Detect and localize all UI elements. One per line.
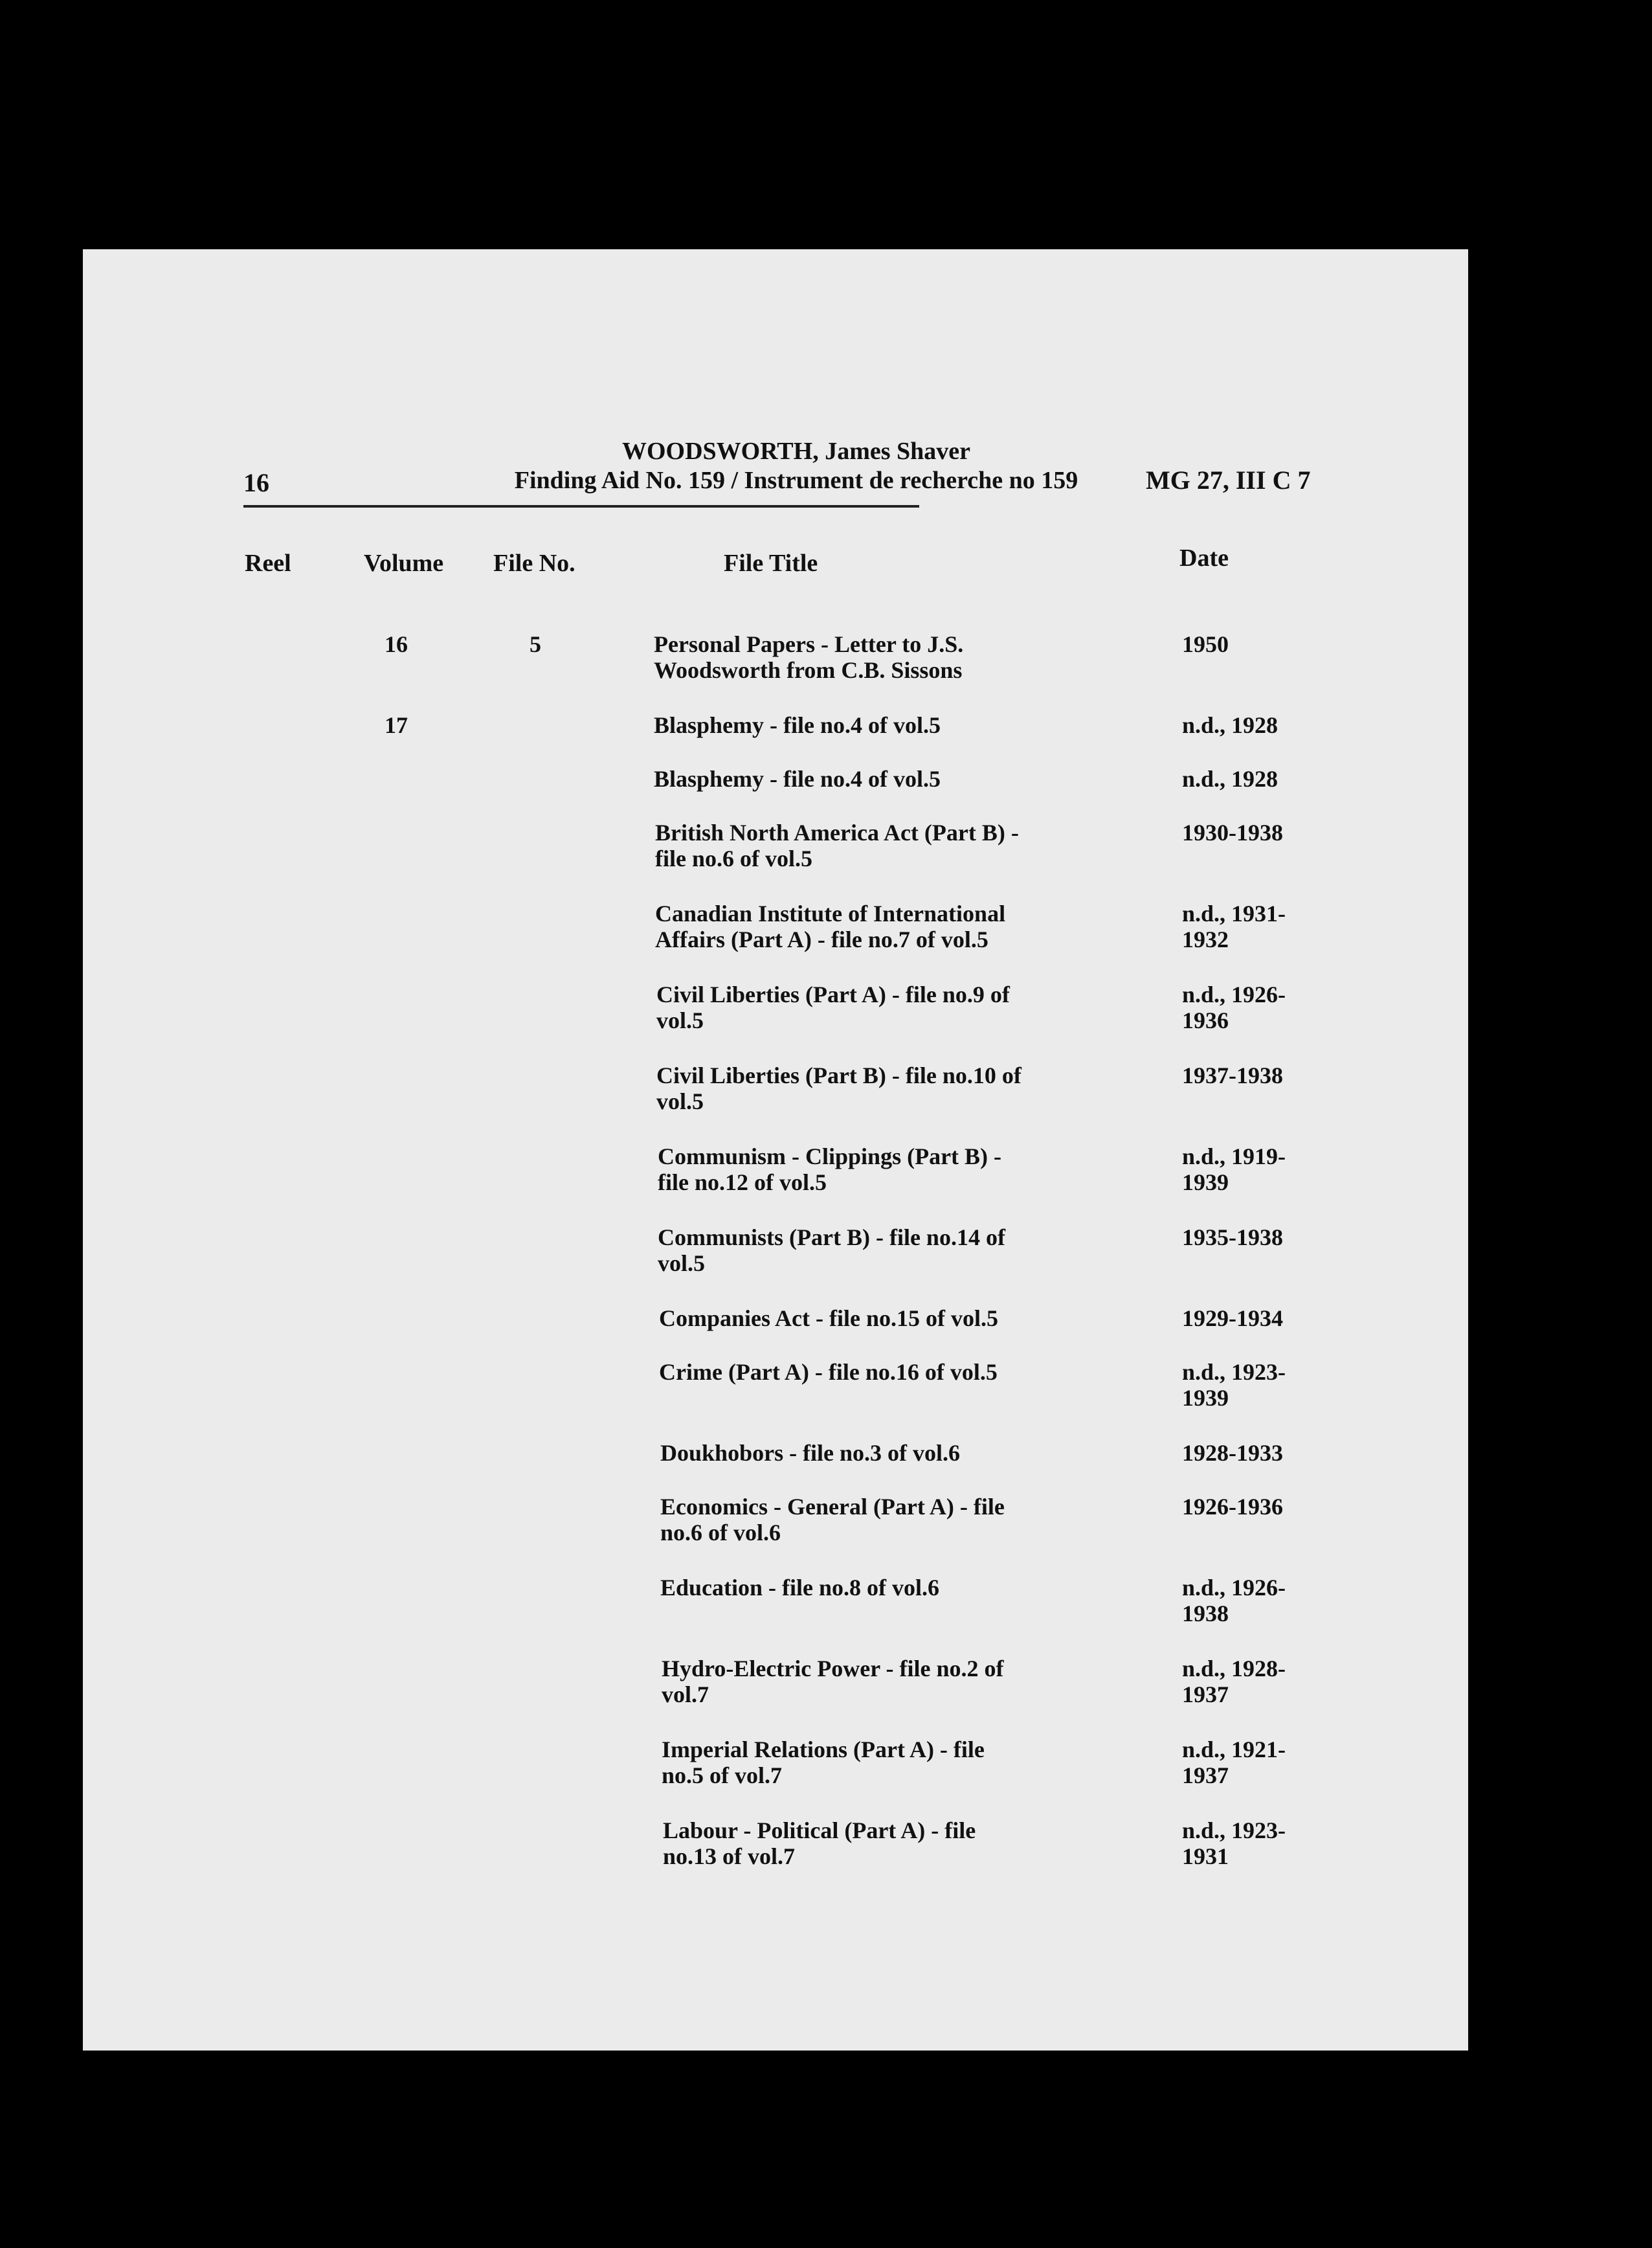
file-title-cell: Communism - Clippings (Part B) - file no.12 of vol.5	[658, 1143, 1002, 1195]
file-no-cell: 5	[530, 631, 541, 657]
header-rule	[243, 505, 919, 508]
date-cell: 1937-1938	[1182, 1062, 1283, 1088]
file-title-cell: Civil Liberties (Part A) - file no.9 of vol.5	[656, 982, 1010, 1033]
date-cell: 1930-1938	[1182, 820, 1283, 846]
date-cell: n.d., 1928	[1182, 766, 1278, 792]
file-title-cell: Personal Papers - Letter to J.S. Woodsworth from C.B. Sissons	[654, 631, 964, 683]
file-title-cell: British North America Act (Part B) - file no.6 of vol.5	[655, 820, 1019, 871]
date-cell: n.d., 1926- 1938	[1182, 1575, 1286, 1626]
date-cell: n.d., 1923- 1939	[1182, 1359, 1286, 1411]
column-header-file-no: File No.	[493, 550, 575, 577]
date-cell: n.d., 1919- 1939	[1182, 1143, 1286, 1195]
document-title: WOODSWORTH, James Shaver	[621, 438, 971, 465]
date-cell: 1928-1933	[1182, 1440, 1283, 1466]
file-title-cell: Canadian Institute of International Affairs (Part A) - file no.7 of vol.5	[655, 901, 1006, 952]
column-header-volume: Volume	[364, 550, 444, 577]
date-cell: n.d., 1926- 1936	[1182, 982, 1286, 1033]
file-title-cell: Hydro-Electric Power - file no.2 of vol.7	[662, 1656, 1004, 1707]
file-title-cell: Imperial Relations (Part A) - file no.5 of vol.7	[662, 1737, 985, 1788]
file-title-cell: Crime (Part A) - file no.16 of vol.5	[659, 1359, 998, 1385]
column-header-file-title: File Title	[724, 550, 818, 577]
date-cell: n.d., 1928- 1937	[1182, 1656, 1286, 1707]
file-title-cell: Blasphemy - file no.4 of vol.5	[654, 712, 941, 738]
date-cell: 1950	[1182, 631, 1229, 657]
file-title-cell: Labour - Political (Part A) - file no.13 of vol.7	[663, 1817, 976, 1869]
file-title-cell: Economics - General (Part A) - file no.6 of vol.6	[660, 1494, 1005, 1546]
page-number: 16	[243, 468, 269, 497]
file-title-cell: Blasphemy - file no.4 of vol.5	[654, 766, 941, 792]
date-cell: 1926-1936	[1182, 1494, 1283, 1520]
column-header-date: Date	[1179, 545, 1229, 572]
volume-cell: 16	[385, 631, 408, 657]
file-title-cell: Companies Act - file no.15 of vol.5	[659, 1305, 998, 1331]
file-title-cell: Education - file no.8 of vol.6	[660, 1575, 940, 1601]
date-cell: n.d., 1928	[1182, 712, 1278, 738]
date-cell: n.d., 1921- 1937	[1182, 1737, 1286, 1788]
date-cell: 1929-1934	[1182, 1305, 1283, 1331]
date-cell: 1935-1938	[1182, 1224, 1283, 1250]
date-cell: n.d., 1923- 1931	[1182, 1817, 1286, 1869]
file-title-cell: Civil Liberties (Part B) - file no.10 of vol.5	[656, 1062, 1021, 1114]
file-title-cell: Doukhobors - file no.3 of vol.6	[660, 1440, 961, 1466]
volume-cell: 17	[385, 712, 408, 738]
reference-code: MG 27, III C 7	[1146, 466, 1311, 495]
date-cell: n.d., 1931- 1932	[1182, 901, 1286, 952]
column-header-reel: Reel	[245, 550, 291, 577]
finding-aid-subtitle: Finding Aid No. 159 / Instrument de recherche no 159	[514, 467, 1078, 494]
file-title-cell: Communists (Part B) - file no.14 of vol.5	[658, 1224, 1005, 1276]
